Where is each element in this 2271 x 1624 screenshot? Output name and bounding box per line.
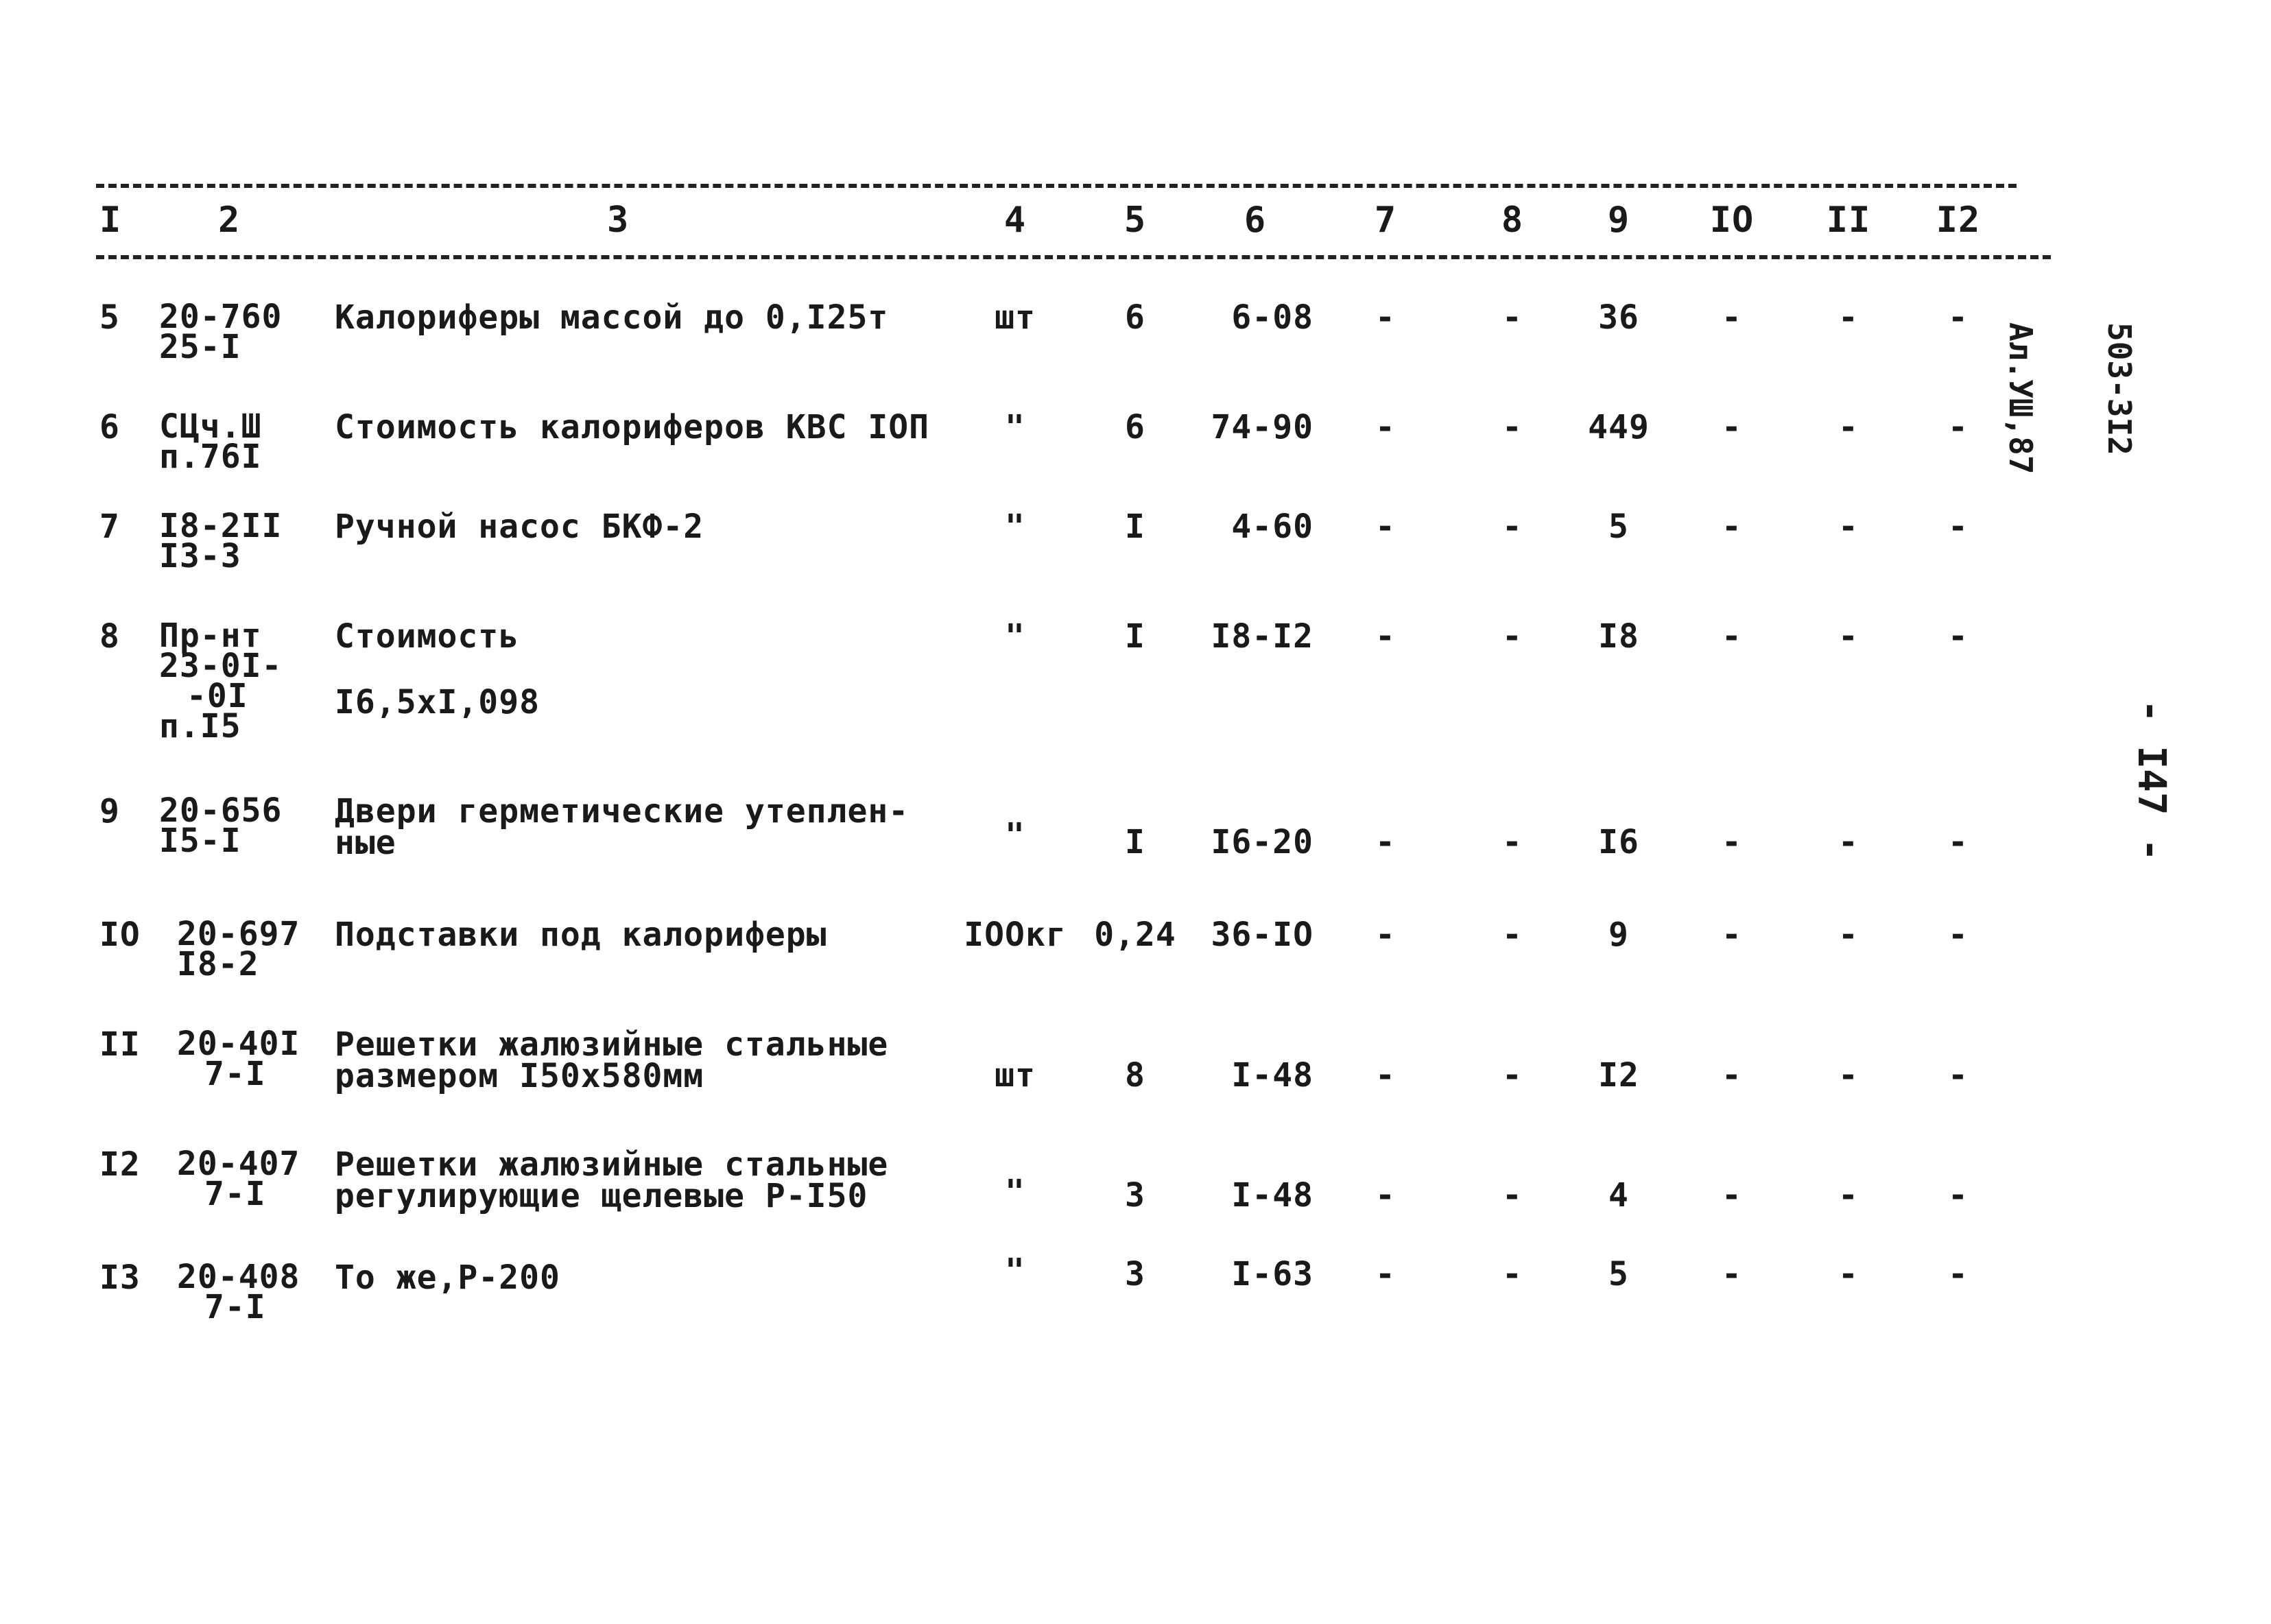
row-col-12: - [1948, 408, 1969, 446]
code-line: Пр-нт [159, 617, 262, 655]
header-col-5: 5 [1123, 200, 1147, 241]
row-unit: " [1005, 1173, 1025, 1211]
row-number: 7 [99, 508, 120, 546]
code-line: 23-0I- [159, 647, 283, 685]
row-col-8: - [1502, 1176, 1523, 1215]
code-line: I8-2 [177, 945, 259, 983]
row-col-12: - [1948, 298, 1969, 337]
row-number: 8 [99, 617, 120, 656]
row-col-10: - [1722, 823, 1742, 861]
description-line: Решетки жалюзийные стальные [335, 1145, 889, 1184]
row-unit: " [1005, 408, 1025, 446]
row-col-7: - [1375, 617, 1396, 656]
row-col-12: - [1948, 823, 1969, 861]
row-unit: " [1005, 1252, 1025, 1290]
header-col-12: I2 [1936, 200, 1981, 241]
row-col-10: - [1722, 617, 1742, 656]
description-line: Стоимость калориферов КВС IОП [335, 408, 930, 446]
row-col-10: - [1722, 1255, 1742, 1293]
row-code [159, 791, 283, 860]
row-price: 4-60 [1231, 508, 1313, 546]
row-description [335, 792, 909, 862]
row-col-9: 5 [1608, 1255, 1629, 1293]
row-number: 9 [99, 792, 120, 831]
row-col-8: - [1502, 408, 1523, 446]
code-line: 25-I [159, 328, 241, 366]
row-col-10: - [1722, 1056, 1742, 1095]
description-line: размером I50x580мм [335, 1057, 704, 1095]
description-line: То же,Р-200 [335, 1258, 560, 1297]
row-col-11: - [1838, 823, 1859, 861]
row-code [177, 1025, 300, 1093]
row-unit: шт [995, 298, 1036, 337]
row-quantity: 3 [1125, 1255, 1145, 1293]
row-col-12: - [1948, 617, 1969, 656]
row-col-10: - [1722, 1176, 1742, 1215]
row-description [335, 508, 704, 546]
row-code [159, 298, 283, 366]
code-line: 20-760 [159, 298, 283, 336]
row-code [177, 915, 300, 983]
row-code [159, 507, 283, 575]
row-quantity: I [1125, 508, 1145, 546]
header-col-1: I [99, 200, 122, 241]
row-number: IO [99, 916, 141, 954]
row-col-10: - [1722, 508, 1742, 546]
row-unit: " [1005, 617, 1025, 656]
code-line: I5-I [159, 822, 241, 860]
row-col-11: - [1838, 508, 1859, 546]
row-unit: " [1005, 508, 1025, 546]
row-number: 5 [99, 298, 120, 337]
row-col-10: - [1722, 408, 1742, 446]
description-line: I6,5xI,098 [335, 683, 540, 721]
row-number: I2 [99, 1145, 141, 1184]
row-col-11: - [1838, 1056, 1859, 1095]
row-col-9: 4 [1608, 1176, 1629, 1215]
row-col-7: - [1375, 1056, 1396, 1095]
row-col-7: - [1375, 1255, 1396, 1293]
header-col-9: 9 [1607, 200, 1630, 241]
description-line: ные [335, 824, 396, 862]
header-col-11: II [1826, 200, 1871, 241]
row-col-12: - [1948, 508, 1969, 546]
row-price: I-48 [1231, 1056, 1313, 1095]
row-unit: IOOкг [964, 916, 1067, 954]
row-col-10: - [1722, 298, 1742, 337]
header-col-7: 7 [1374, 200, 1397, 241]
page-number: - I47 - [2129, 700, 2174, 862]
row-number: II [99, 1025, 141, 1064]
code-line: -0I [187, 677, 248, 715]
code-line: I3-3 [159, 537, 241, 575]
row-description [335, 617, 540, 721]
code-line: СЦч.Ш [159, 407, 262, 446]
row-col-7: - [1375, 916, 1396, 954]
row-unit: " [1005, 816, 1025, 855]
row-col-12: - [1948, 1056, 1969, 1095]
row-price: I-48 [1231, 1176, 1313, 1215]
code-line: I8-2II [159, 507, 283, 545]
row-price: I8-I2 [1211, 617, 1313, 656]
row-col-9: 9 [1608, 916, 1629, 954]
code-line: 20-408 [177, 1258, 300, 1296]
row-number: 6 [99, 408, 120, 446]
row-code [177, 1258, 300, 1326]
row-code [177, 1145, 300, 1213]
row-price: 36-IO [1211, 916, 1313, 954]
row-col-7: - [1375, 1176, 1396, 1215]
row-col-11: - [1838, 1255, 1859, 1293]
code-line: 7-I [204, 1055, 266, 1093]
row-col-8: - [1502, 1056, 1523, 1095]
row-col-7: - [1375, 298, 1396, 337]
header-col-6: 6 [1244, 200, 1267, 241]
header-col-8: 8 [1501, 200, 1524, 241]
row-code [159, 407, 262, 476]
row-col-10: - [1722, 916, 1742, 954]
row-description [335, 298, 889, 337]
row-price: 74-90 [1211, 408, 1313, 446]
row-col-11: - [1838, 298, 1859, 337]
row-description [335, 916, 827, 954]
row-unit: шт [995, 1056, 1036, 1095]
row-col-9: I2 [1598, 1056, 1639, 1095]
row-col-9: 36 [1598, 298, 1639, 337]
header-col-4: 4 [1003, 200, 1027, 241]
header-top-rule [96, 184, 2017, 188]
row-col-8: - [1502, 823, 1523, 861]
header-col-2: 2 [218, 200, 241, 241]
row-code [159, 617, 283, 745]
code-line: 20-656 [159, 791, 283, 830]
row-col-8: - [1502, 298, 1523, 337]
row-description [335, 1145, 889, 1215]
code-line: 7-I [204, 1175, 266, 1213]
row-col-12: - [1948, 1255, 1969, 1293]
description-line: Стоимость [335, 617, 520, 656]
description-line: Решетки жалюзийные стальные [335, 1025, 889, 1064]
description-line: Калориферы массой до 0,I25т [335, 298, 889, 337]
reference-line: Ал.УШ,87 [2002, 322, 2039, 475]
row-price: I-63 [1231, 1255, 1313, 1293]
row-col-7: - [1375, 408, 1396, 446]
code-line: п.76I [159, 438, 262, 476]
row-price: I6-20 [1211, 823, 1313, 861]
code-line: 20-697 [177, 915, 300, 953]
row-col-11: - [1838, 1176, 1859, 1215]
row-quantity: 0,24 [1094, 916, 1176, 954]
row-quantity: I [1125, 617, 1145, 656]
row-description [335, 408, 930, 446]
row-description [335, 1025, 889, 1095]
row-quantity: I [1125, 823, 1145, 861]
row-col-12: - [1948, 916, 1969, 954]
row-quantity: 6 [1125, 408, 1145, 446]
description-line: регулирующие щелевые Р-I50 [335, 1177, 868, 1215]
description-line: Подставки под калориферы [335, 916, 827, 954]
row-price: 6-08 [1231, 298, 1313, 337]
header-col-3: 3 [607, 200, 630, 241]
row-col-11: - [1838, 617, 1859, 656]
row-col-12: - [1948, 1176, 1969, 1215]
code-line: 20-40I [177, 1025, 300, 1063]
row-col-8: - [1502, 617, 1523, 656]
row-number: I3 [99, 1258, 141, 1297]
header-col-10: IO [1709, 200, 1755, 241]
document-reference [1938, 322, 2202, 475]
reference-line: 503-3I2 [2101, 322, 2138, 455]
header-bottom-rule [96, 255, 2051, 259]
description-line: Двери герметические утеплен- [335, 792, 909, 831]
row-col-11: - [1838, 408, 1859, 446]
row-col-8: - [1502, 916, 1523, 954]
row-quantity: 6 [1125, 298, 1145, 337]
row-quantity: 3 [1125, 1176, 1145, 1215]
code-line: 7-I [204, 1288, 266, 1326]
row-col-8: - [1502, 1255, 1523, 1293]
code-line: п.I5 [159, 707, 241, 745]
row-col-7: - [1375, 508, 1396, 546]
row-col-9: I8 [1598, 617, 1639, 656]
row-col-7: - [1375, 823, 1396, 861]
code-line: 20-407 [177, 1145, 300, 1183]
row-col-11: - [1838, 916, 1859, 954]
row-quantity: 8 [1125, 1056, 1145, 1095]
row-description [335, 1258, 560, 1297]
row-col-9: 449 [1588, 408, 1650, 446]
description-line: Ручной насос БКФ-2 [335, 508, 704, 546]
row-col-9: 5 [1608, 508, 1629, 546]
row-col-8: - [1502, 508, 1523, 546]
row-col-9: I6 [1598, 823, 1639, 861]
